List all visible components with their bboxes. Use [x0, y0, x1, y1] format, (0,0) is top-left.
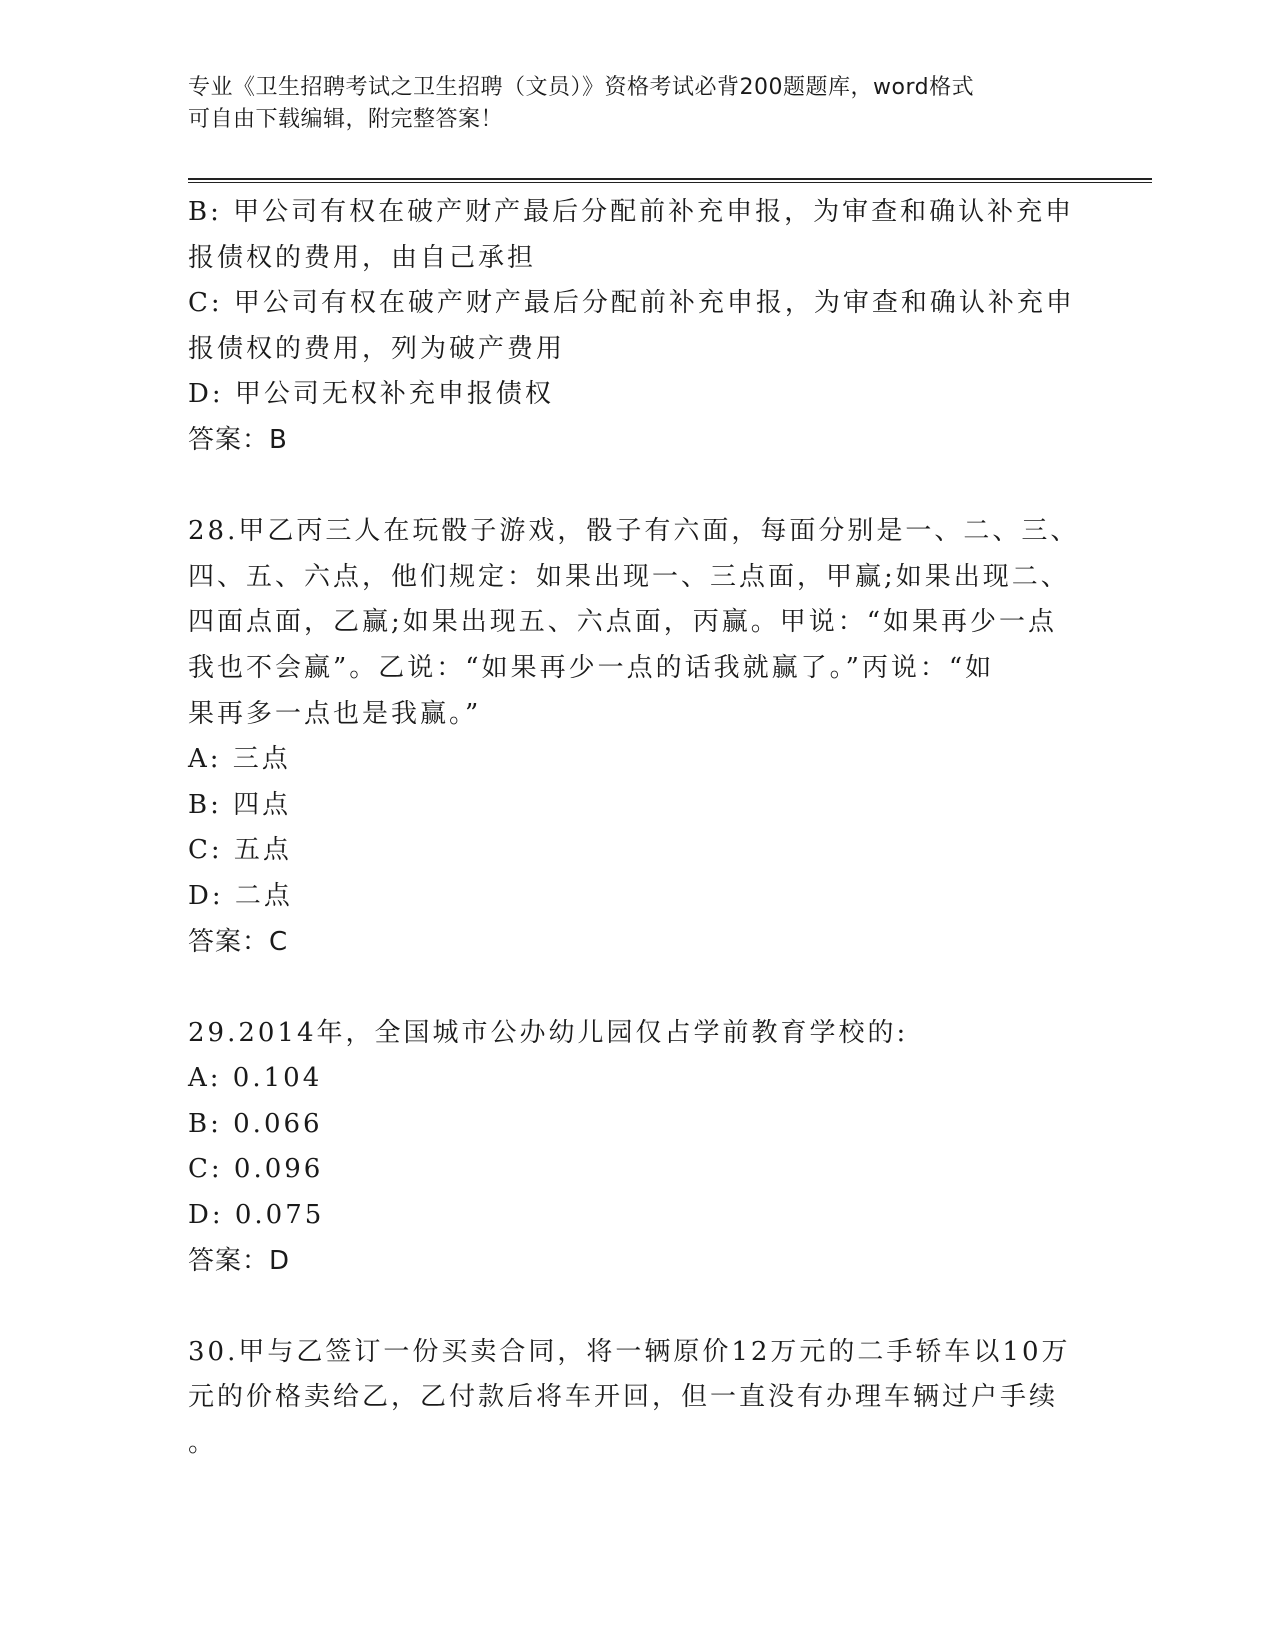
q28-answer: 答案：C: [188, 926, 289, 957]
q29-answer: 答案：D: [188, 1245, 291, 1276]
q27-option-d: D: 甲公司无权补充申报债权: [188, 379, 554, 410]
q29-stem: 29.2014年，全国城市公办幼儿园仅占学前教育学校的:: [188, 1017, 909, 1048]
question-28-block: [188, 509, 1088, 965]
header-title-line-2: 可自由下载编辑，附完整答案！: [188, 107, 504, 132]
q28-option-b: B: 四点: [188, 789, 292, 820]
question-30-block: [188, 1330, 1088, 1467]
header-divider: [188, 178, 1152, 183]
spacer: [188, 464, 1088, 510]
spacer: [188, 965, 1088, 1011]
q27-answer: 答案：B: [188, 424, 288, 455]
q28-stem-line-5: 果再多一点也是我赢。”: [188, 698, 482, 729]
q29-option-d: D: 0.075: [188, 1200, 325, 1231]
q30-stem-line-3: 。: [188, 1428, 218, 1459]
q28-stem-line-1: 28.甲乙丙三人在玩骰子游戏，骰子有六面，每面分别是一、二、三、: [188, 516, 1080, 547]
q27-option-b-line-2: 报债权的费用，由自己承担: [188, 242, 537, 273]
q27-option-c-line-1: C: 甲公司有权在破产财产最后分配前补充申报，为审查和确认补充申: [188, 288, 1075, 319]
q29-option-c: C: 0.096: [188, 1154, 324, 1185]
q29-option-b: B: 0.066: [188, 1108, 323, 1139]
q28-option-d: D: 二点: [188, 880, 293, 911]
question-content: [188, 190, 1088, 1467]
q27-option-b-line-1: B: 甲公司有权在破产财产最后分配前补充申报，为审查和确认补充申: [188, 197, 1075, 227]
q28-option-a: A: 三点: [188, 744, 291, 775]
q30-stem-line-1: 30.甲与乙签订一份买卖合同，将一辆原价12万元的二手轿车以10万: [188, 1336, 1071, 1367]
q30-stem-line-2: 元的价格卖给乙，乙付款后将车开回，但一直没有办理车辆过户手续: [188, 1382, 1059, 1413]
q28-stem-line-2: 四、五、六点，他们规定：如果出现一、三点面，甲赢;如果出现二、: [188, 561, 1070, 592]
q27-option-c-line-2: 报债权的费用，列为破产费用: [188, 333, 566, 364]
question-27-block: [188, 190, 1088, 464]
spacer: [188, 1284, 1088, 1330]
document-header: [188, 72, 1088, 136]
q28-stem-line-4: 我也不会赢”。乙说：“如果再少一点的话我就赢了。”丙说：“如: [188, 652, 995, 683]
question-29-block: [188, 1011, 1088, 1285]
q28-stem-line-3: 四面点面，乙赢;如果出现五、六点面，丙赢。甲说：“如果再少一点: [188, 607, 1058, 638]
q29-option-a: A: 0.104: [188, 1063, 323, 1094]
q28-option-c: C: 五点: [188, 835, 292, 866]
header-title-line-1: 专业《卫生招聘考试之卫生招聘（文员）》资格考试必背200题题库，word格式: [188, 75, 975, 100]
